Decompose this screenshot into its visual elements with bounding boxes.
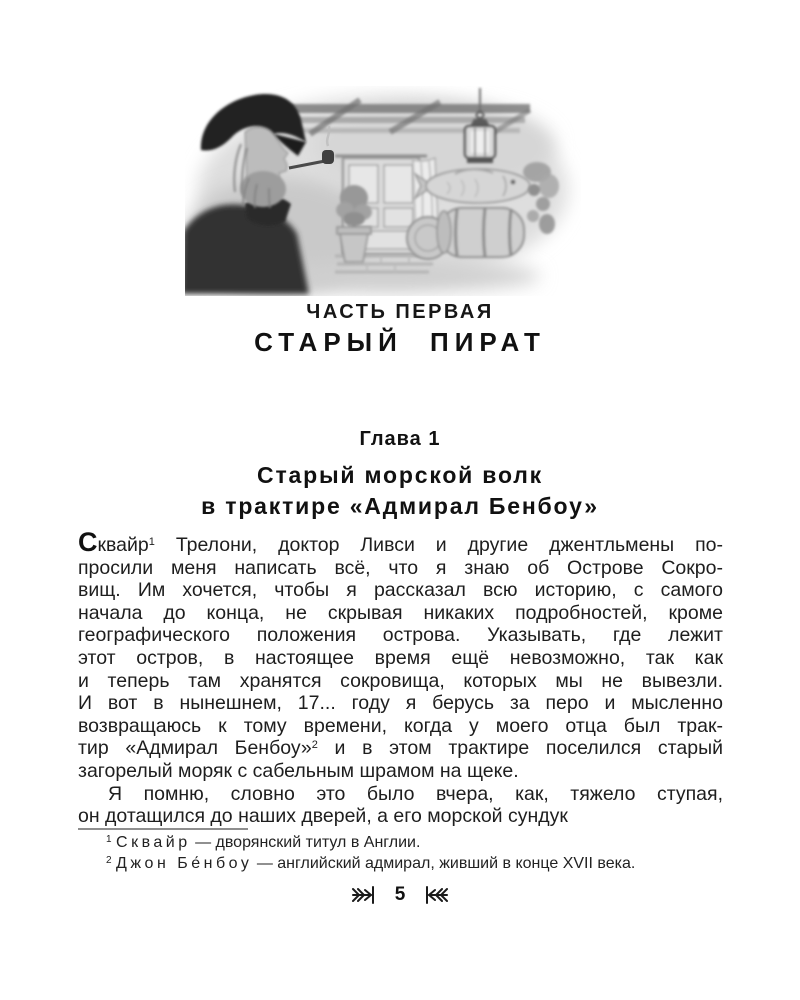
footnotes [78,833,723,874]
chapter-title-line2: в трактире «Адмирал Бенбоу» [201,493,599,519]
body-line: тир «Адмирал Бенбоу»$^2$ и в этом трактире поселился старый [78,737,723,760]
body-line: просили меня написать всё, что я знаю об Острове Сокро- [78,556,723,579]
body-line: загорелый моряк с сабельным шрамом на щеке. [78,759,519,782]
body-line: вищ. Им хочется, чтобы я рассказал всю историю, с самого [78,579,723,602]
body-line: и теперь там хранятся сокровища, которых мы не вывезли. [78,669,723,692]
tavern-illustration [185,86,581,296]
footnote-2: $^2$ Джон Бе́нбоу — английский адмирал, живший в конце XVII века. [106,854,636,872]
chapter-illustration [185,86,581,296]
body-line: географического положения острова. Указывать, где лежит [78,624,723,647]
pirate-beard [240,171,286,207]
body-line: он дотащился до наших дверей, а его морской сундук [78,805,568,828]
footnote-term: Джон Бе́нбоу [116,854,253,872]
page-number: 5 [394,884,406,905]
lantern-icon [465,88,495,163]
drop-cap: С [78,527,98,557]
body-line: начала до конца, не скрывая никаких подробностей, кроме [78,601,723,624]
chapter-title-line1: Старый морской волк [257,462,543,488]
body-line: этот остров, в настоящее время ещё невозможно, так как [78,646,723,669]
part-kicker: ЧАСТЬ ПЕРВАЯ [306,301,494,323]
chapter-label: Глава 1 [359,428,441,450]
footnote-ref-2: 2 [311,739,318,752]
chapter-title [0,460,800,522]
footnote-term: Сквайр [116,834,191,851]
arrow-right-ornament-icon [351,885,377,905]
body-line: Я помню, словно это было вчера, как, тяжело ступая, [108,782,723,805]
footnote-separator [78,828,248,830]
footnote-1: $^1$ Сквайр — дворянский титул в Англии. [106,834,421,851]
footnote-ref-1: 1 [148,536,155,548]
page-footer [0,882,800,908]
arrow-left-ornament-icon [423,885,449,905]
body-text [78,527,724,828]
part-title: СТАРЫЙ ПИРАТ [254,327,546,357]
body-line: Сквайр$^1$ Трелони, доктор Ливси и другие джентльмены по- [78,527,724,557]
body-line: И вот в нынешнем, 17... году я берусь за перо и мысленно [78,692,723,715]
body-line: возвращаюсь к тому времени, когда у моего отца был трак- [78,714,723,737]
